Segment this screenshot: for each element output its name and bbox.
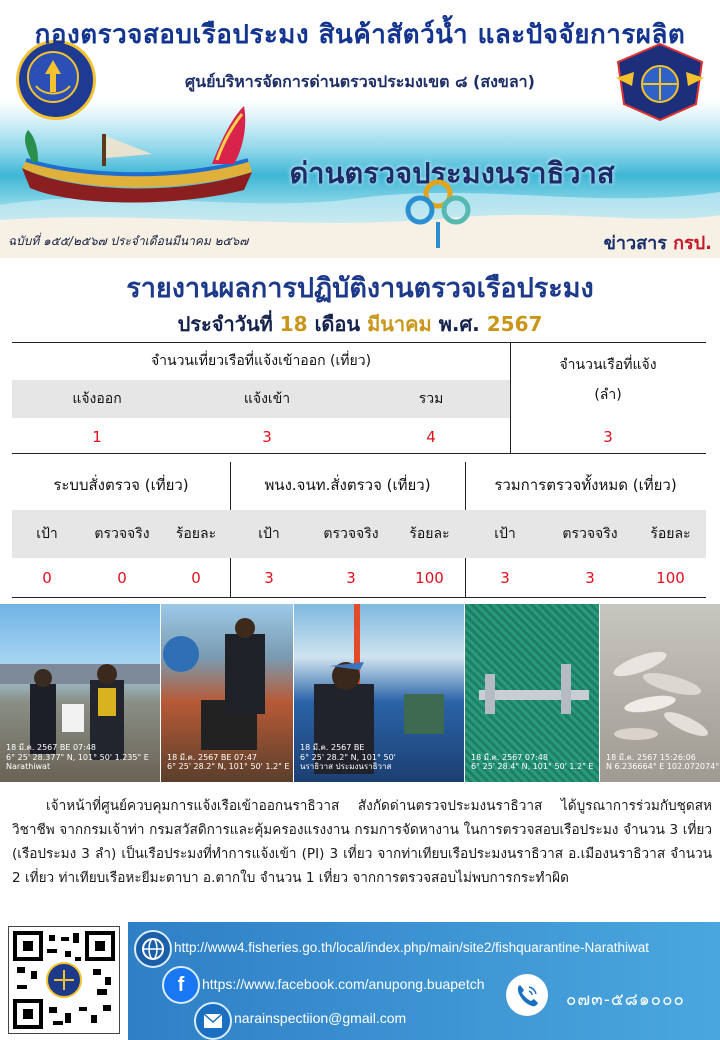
all-percent-value: 100 <box>656 569 685 587</box>
boats-header-line1: จำนวนเรือที่แจ้ง <box>559 357 657 373</box>
trips-table <box>12 342 706 454</box>
group-officer: พนง.จนท.สั่งตรวจ (เที่ยว) <box>264 476 431 494</box>
report-title: รายงานผลการปฏิบัติงานตรวจเรือประมง <box>126 273 594 304</box>
value-in: 3 <box>262 428 272 446</box>
organization-title: กองตรวจสอบเรือประมง สินค้าสัตว์น้ำ และปัจจัยการผลิต <box>34 20 686 50</box>
group-all: รวมการตรวจทั้งหมด (เที่ยว) <box>494 476 677 494</box>
group-system: ระบบสั่งตรวจ (เที่ยว) <box>53 476 189 494</box>
report-date <box>0 308 720 340</box>
flower-emblem-icon <box>400 178 476 250</box>
photo-fish-hold <box>161 604 293 782</box>
all-col-actual: ตรวจจริง <box>562 526 618 542</box>
photo-stamp: 18 มี.ค. 2567 BE 07:48 6° 25' 28.377" N, 101° 50' 1.235" E Narathiwat <box>6 743 149 772</box>
photo-officer-boat <box>294 604 464 782</box>
facebook-link[interactable]: https://www.facebook.com/anupong.buapetch <box>202 976 485 992</box>
phone-number[interactable]: ๐๗๓-๕๘๑๐๐๐ <box>566 990 685 1010</box>
col-total-header: รวม <box>418 391 444 407</box>
kolae-boat-illustration <box>12 98 262 208</box>
email-link[interactable]: narainspectiion@gmail.com <box>234 1010 407 1026</box>
photo-stamp: 18 มี.ค. 2567 15:26:06 N 6.236664° E 102.072074° <box>606 752 720 772</box>
system-col-percent: ร้อยละ <box>175 526 217 542</box>
all-col-percent: ร้อยละ <box>650 526 691 542</box>
all-target-value: 3 <box>500 569 510 587</box>
col-in-header: แจ้งเข้า <box>243 391 291 407</box>
report-body: เจ้าหน้าที่ศูนย์ควบคุมการแจ้งเรือเข้าออกนราธิวาส สังกัดด่านตรวจประมงนราธิวาส ได้บูรณาการร่วมกับชุดสหวิชาชีพ จากกรมเจ้าท่า กรมสวัสดิการและคุ้มครองแรงงาน กรมการจัดหางาน ในการตรวจสอบเรือประมง จำนวน 3 เที่ยว (เรือประมง 3 ลำ) เป็นเรือประมงที่ทำการแจ้งเข้า (PI) 3 เที่ยว จากท่าเทียบเรือประมงนราธิวาส อ.เมืองนราธิวาส จำนวน 2 เที่ยว ท่าเทียบเรือหะยีมะตาบา อ.ตากใบ จำนวน 1 เที่ยว จากการตรวจสอบไม่พบการกระทำผิด <box>12 798 712 886</box>
center-title: ศูนย์บริหารจัดการด่านตรวจประมงเขต ๘ (สงขลา) <box>185 72 535 91</box>
system-col-actual: ตรวจจริง <box>94 526 150 542</box>
station-title: ด่านตรวจประมงนราธิวาส <box>289 156 615 190</box>
issue-number: ฉบับที่ ๑๕๕/๒๕๖๗ ประจำเดือนมีนาคม ๒๕๖๗ <box>8 234 249 248</box>
qr-code <box>8 926 120 1034</box>
date-month-word: เดือน <box>314 312 361 336</box>
photo-stamp: 18 มี.ค. 2567 BE 6° 25' 28.2" N, 101° 50' นราธิวาส ประมงนราธิวาส <box>300 743 396 772</box>
officer-col-percent: ร้อยละ <box>409 526 450 542</box>
trips-header: จำนวนเที่ยวเรือที่แจ้งเข้าออก (เที่ยว) <box>150 353 372 369</box>
all-actual-value: 3 <box>585 569 595 587</box>
all-col-target: เป้า <box>494 526 516 542</box>
date-year: 2567 <box>486 312 543 336</box>
officer-target-value: 3 <box>264 569 274 587</box>
globe-icon <box>134 930 172 968</box>
phone-icon <box>506 974 548 1016</box>
value-boats: 3 <box>603 428 613 446</box>
system-col-target: เป้า <box>36 526 58 542</box>
date-year-word: พ.ศ. <box>438 312 480 336</box>
date-day: 18 <box>279 312 308 336</box>
header-banner <box>0 0 720 258</box>
news-label <box>604 228 712 257</box>
email-icon <box>194 1002 232 1040</box>
photo-stamp: 18 มี.ค. 2567 BE 07:47 6° 25' 28.2" N, 101° 50' 1.2" E <box>167 752 290 772</box>
officer-percent-value: 100 <box>415 569 444 587</box>
facebook-icon: f <box>162 966 200 1004</box>
system-percent-value: 0 <box>191 569 201 587</box>
inspection-table <box>12 462 706 598</box>
photo-fish-catch <box>600 604 720 782</box>
officer-col-target: เป้า <box>258 526 280 542</box>
news-label-text: ข่าวสาร <box>603 233 667 254</box>
system-target-value: 0 <box>42 569 52 587</box>
photo-mesh-caliper <box>465 604 599 782</box>
website-link[interactable]: http://www4.fisheries.go.th/local/index.php/main/site2/fishquarantine-Narathiwat <box>174 940 649 955</box>
system-actual-value: 0 <box>117 569 127 587</box>
photo-dock-inspection <box>0 604 160 782</box>
photo-stamp: 18 มี.ค. 2567 07:48 6° 25' 28.4" N, 101° 50' 1.2" E <box>471 752 594 772</box>
boats-header-line2: (ลำ) <box>594 387 622 403</box>
news-brand: กรป. <box>673 233 712 254</box>
contact-footer <box>128 922 720 1040</box>
value-total: 4 <box>426 428 436 446</box>
officer-actual-value: 3 <box>346 569 356 587</box>
col-out-header: แจ้งออก <box>72 391 122 407</box>
date-month: มีนาคม <box>367 312 432 336</box>
officer-col-actual: ตรวจจริง <box>323 526 379 542</box>
date-prefix: ประจำวันที่ <box>177 312 273 336</box>
value-out: 1 <box>92 428 102 446</box>
